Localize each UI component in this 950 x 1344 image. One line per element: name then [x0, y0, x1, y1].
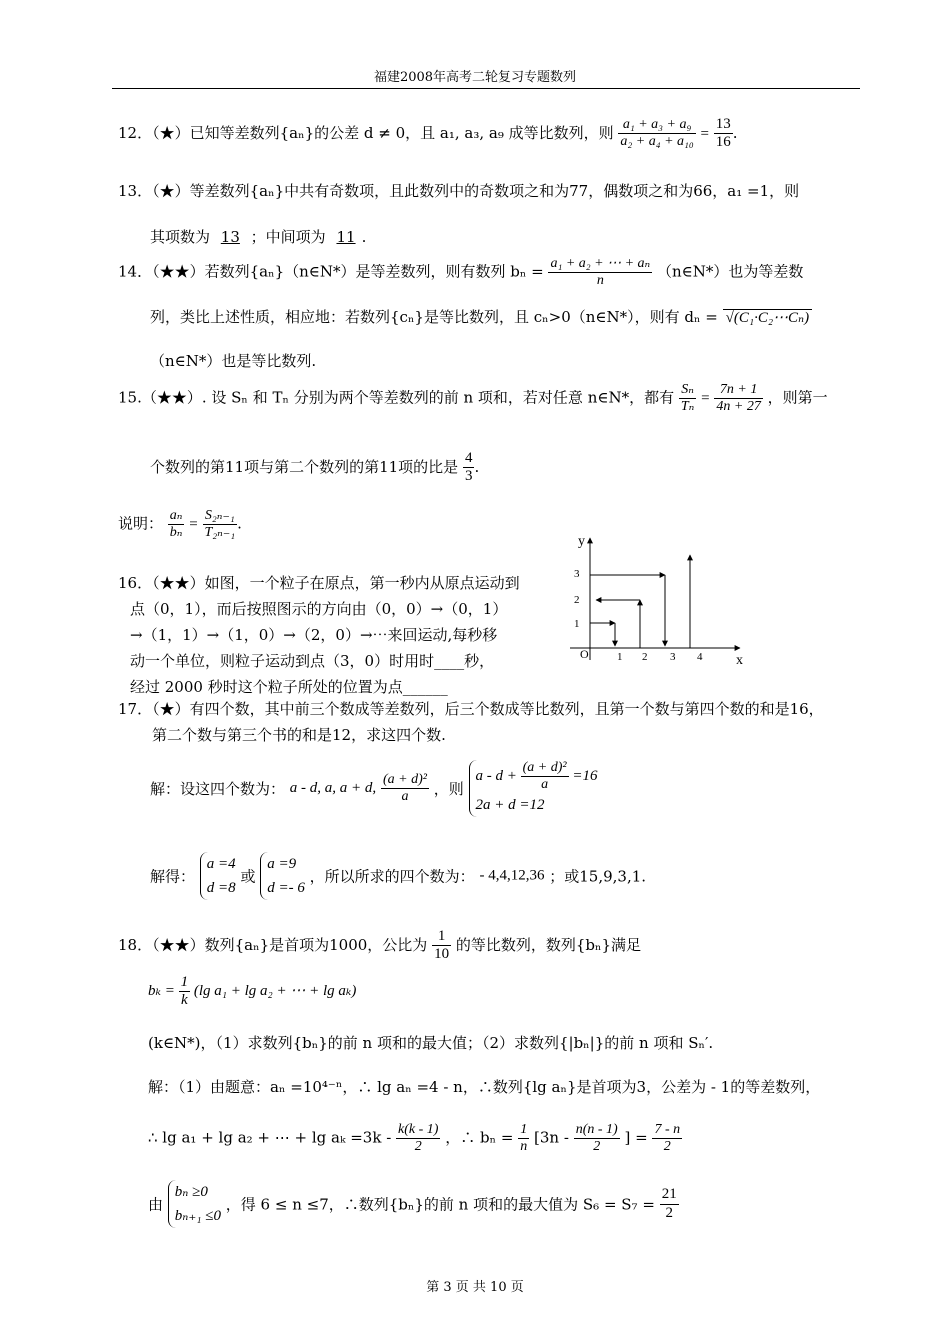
- q12-text: 12．（★）已知等差数列{aₙ}的公差 d ≠ 0，且 a₁, a₃, a₉ 成等比数列，则: [118, 123, 614, 142]
- q16-line3: →（1，1）→（1，0）→（2，0）→⋯来回运动,每秒移: [130, 626, 498, 644]
- header-rule: [112, 88, 860, 89]
- x-tick: 3: [670, 651, 676, 663]
- q18-line3: (k∈N*)，（1）求数列{bₙ}的前 n 项和的最大值；（2）求数列{|bₙ|}的前 n 项和 Sₙ′.: [148, 1034, 714, 1052]
- q15-line1: 15.（★★）. 设 Sₙ 和 Tₙ 分别为两个等差数列的前 n 项和，若对任意 n∈N*，都有 $\frac{\text{Sₙ}}{\text{Tₙ}}$ = $\frac{7n + 1}{4n + 27}$ ，则第一: [118, 382, 828, 415]
- q17-solution-result: 解得： a =4 d =8 或 a =9 d =- 6 ，所以所求的四个数为： - 4,4,12,36 ；或15,9,3,1.: [150, 852, 646, 900]
- q13-line1: 13．（★）等差数列{aₙ}中共有奇数项，且此数列中的奇数项之和为77，偶数项之和为66，a₁ =1，则: [118, 182, 800, 200]
- q15-answer: $\frac{4}{3}$: [464, 450, 473, 485]
- q14-line2: 列，类比上述性质，相应地：若数列{cₙ}是等比数列，且 cₙ>0（n∈N*），则有 dₙ = √(C₁·C₂⋯Cₙ): [150, 306, 812, 327]
- q14-line1: 14．（★★）若数列{aₙ}（n∈N*）是等差数列，则有数列 bₙ = $\frac{\text{a₁ + a₂ + ⋯ + aₙ}}{n}$ （n∈N*）也为等差数: [118, 256, 804, 289]
- question-12: 12．（★）已知等差数列{aₙ}的公差 d ≠ 0，且 a₁, a₃, a₉ 成等比数列，则 $\frac{\text{a₁ + a₃ + a₉}}{\text{a₂ + a₄ + a₁₀}}$ = $\frac{13}{16}$ .: [118, 116, 738, 151]
- q18-line5: ∴ lg a₁ + lg a₂ + ⋯ + lg aₖ =3k - $\frac{k(k - 1)}{2}$ ，∴ bₙ = $\frac{1}{n}$ [3n - $\frac{n(n - 1)}{2}$ ] = $\frac{7 - n}{2}$: [148, 1122, 681, 1155]
- q16-line2: 点（0，1），而后按照图示的方向由（0，0）→（0，1）: [130, 600, 508, 618]
- q18-bk-definition: bₖ = $\frac{1}{k}$ (lg a₁ + lg a₂ + ⋯ + lg aₖ): [148, 974, 357, 1009]
- q13-answer-middle: 11: [336, 228, 356, 246]
- q12-answer: $\frac{13}{16}$: [715, 116, 731, 151]
- q14-fraction: $\frac{\text{a₁ + a₂ + ⋯ + aₙ}}{n}$: [550, 256, 651, 289]
- q18-line1: 18．（★★）数列{aₙ}是首项为1000，公比为 $\frac{1}{10}$ 的等比数列，数列{bₙ}满足: [118, 928, 642, 963]
- q17-system: a - d + $\frac{\text{(a + d)²}}{a}$ =16 2a + d =12: [469, 760, 598, 817]
- q17-solution-setup: 解：设这四个数为： a - d, a, a + d, $\frac{\text{(a + d)²}}{a}$ ，则 a - d + $\frac{\text{(a + d)²}}{a}$ =16 2a + d =12: [150, 760, 597, 817]
- q17-line2: 第二个数与第三个书的和是12，求这四个数.: [152, 726, 446, 744]
- page-header: 福建2008年高考二轮复习专题数列: [373, 70, 577, 85]
- x-tick: 4: [697, 651, 703, 663]
- y-tick: 1: [574, 618, 580, 630]
- page-footer: 第 3 页 共 10 页: [426, 1280, 524, 1295]
- q13-answer-count: 13: [220, 228, 240, 246]
- origin-label: O: [580, 647, 589, 661]
- q14-root: √(C₁·C₂⋯Cₙ): [723, 309, 813, 326]
- q14-line3: （n∈N*）也是等比数列.: [150, 352, 317, 370]
- q16-line1: 16．（★★）如图，一个粒子在原点，第一秒内从原点运动到: [118, 574, 520, 592]
- note: 说明： $\frac{\text{aₙ}}{\text{bₙ}}$ = $\frac{\text{S₂ₙ₋₁}}{\text{T₂ₙ₋₁}}$ .: [118, 508, 242, 541]
- q15-line2: 个数列的第11项与第二个数列的第11项的比是 $\frac{4}{3}$ .: [150, 450, 480, 485]
- x-tick: 2: [642, 651, 648, 663]
- y-axis-label: y: [578, 534, 585, 549]
- q18-line6: 由 bₙ ≥0 bₙ₊₁ ≤0 ，得 6 ≤ n ≤7，∴数列{bₙ}的前 n 项和的最大值为 S₆ = S₇ = $\frac{21}{2}$: [148, 1180, 679, 1228]
- q18-line4: 解：（1）由题意：aₙ =10⁴⁻ⁿ，∴ lg aₙ =4 - n，∴数列{lg aₙ}是首项为3，公差为 - 1的等差数列，: [148, 1078, 821, 1096]
- y-tick: 2: [574, 594, 580, 606]
- q13-line2: 其项数为 13 ；中间项为 11 .: [150, 228, 367, 246]
- q12-fraction: $\frac{\text{a₁ + a₃ + a₉}}{\text{a₂ + a₄ + a₁₀}}$: [620, 117, 694, 150]
- q17-line1: 17．（★）有四个数，其中前三个数成等差数列，后三个数成等比数列，且第一个数与第四个数的和是16，: [118, 700, 824, 718]
- particle-path-graph: [560, 530, 760, 670]
- x-axis-label: x: [736, 653, 743, 668]
- q16-line5: 经过 2000 秒时这个粒子所处的位置为点______: [130, 678, 448, 696]
- x-tick: 1: [617, 651, 623, 663]
- q16-line4: 动一个单位，则粒子运动到点（3，0）时用时____秒，: [130, 652, 495, 670]
- y-tick: 3: [574, 568, 580, 580]
